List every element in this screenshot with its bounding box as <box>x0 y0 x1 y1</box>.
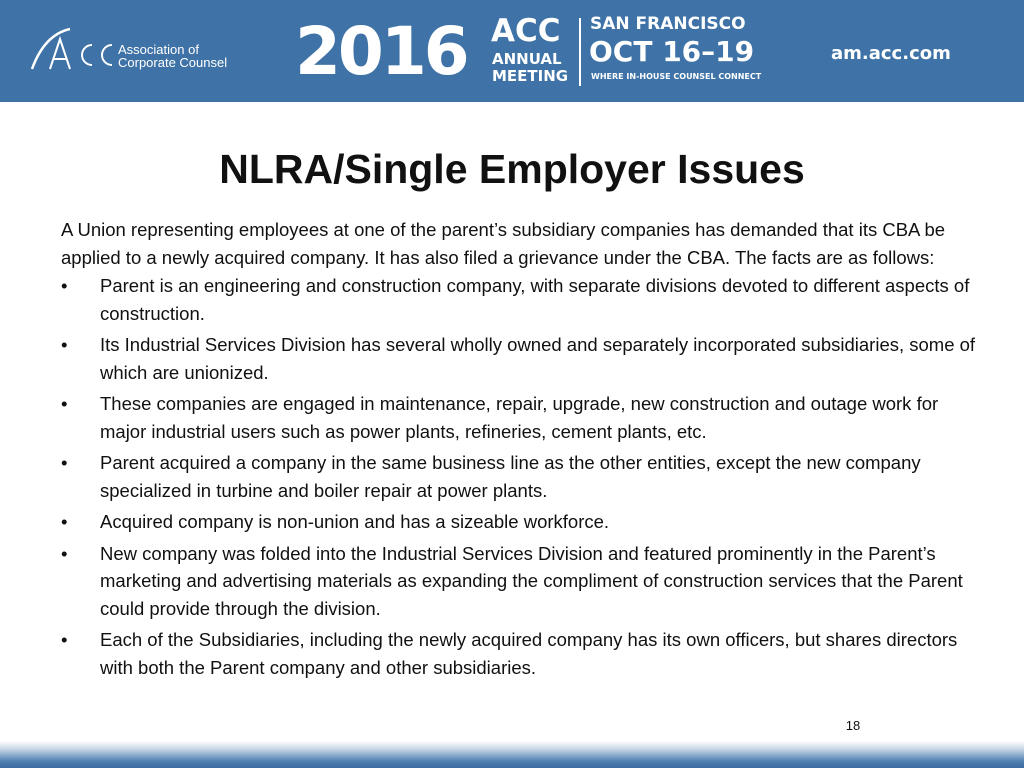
org-name <box>118 43 227 69</box>
event-acc: ACC <box>491 13 561 49</box>
event-meeting: MEETING <box>492 67 569 85</box>
bullet-icon: • <box>61 334 68 355</box>
bullet-icon: • <box>61 511 68 532</box>
event-tagline: WHERE IN-HOUSE COUNSEL CONNECT <box>591 72 762 81</box>
list-item <box>61 626 981 681</box>
list-item-text: Its Industrial Services Division has several wholly owned and separately incorporated subsidiaries, some of which are unionized. <box>100 334 976 383</box>
bullet-icon: • <box>61 629 68 650</box>
list-item-text: Parent acquired a company in the same business line as the other entities, except the new company specialized in turbine and boiler repair at power plants. <box>100 452 921 501</box>
intro-paragraph: A Union representing employees at one of the parent’s subsidiary companies has demanded that its CBA be applied to a newly acquired company. It has also filed a grievance under the CBA. The facts are as follows: <box>61 219 946 268</box>
org-name-line1: Association of <box>118 42 199 57</box>
acc-logo-mark-icon <box>30 27 118 75</box>
list-item <box>61 272 981 327</box>
event-annual: ANNUAL <box>492 50 562 68</box>
event-city: SAN FRANCISCO <box>590 14 746 34</box>
list-item-text: Each of the Subsidiaries, including the newly acquired company has its own officers, but shares directors with both the Parent company and other subsidiaries. <box>100 629 958 678</box>
list-item <box>61 449 981 504</box>
event-dates: OCT 16–19 <box>589 35 755 68</box>
header-banner <box>0 0 1024 102</box>
bullet-icon: • <box>61 275 68 296</box>
list-item <box>61 508 981 536</box>
list-item-text: These companies are engaged in maintenance, repair, upgrade, new construction and outage work for major industrial users such as power plants, refineries, cement plants, etc. <box>100 393 939 442</box>
footer-bar <box>0 741 1024 768</box>
list-item-text: Acquired company is non-union and has a sizeable workforce. <box>100 511 610 532</box>
list-item <box>61 540 981 623</box>
bullet-icon: • <box>61 393 68 414</box>
list-item <box>61 390 981 445</box>
slide-title: NLRA/Single Employer Issues <box>219 146 805 192</box>
slide-body <box>61 216 981 685</box>
org-name-line2: Corporate Counsel <box>118 55 228 70</box>
bullet-icon: • <box>61 542 68 564</box>
event-divider <box>579 18 581 86</box>
website-link[interactable]: am.acc.com <box>831 43 951 64</box>
event-year: 2016 <box>295 13 467 90</box>
bullet-icon: • <box>61 452 68 473</box>
page-number: 18 <box>845 718 861 733</box>
list-item-text: New company was folded into the Industrial Services Division and featured prominently in the Parent’s marketing and advertising materials as expanding the compliment of construction services that the Parent could provide through the division. <box>100 542 963 619</box>
fact-list <box>61 272 981 681</box>
acc-logo <box>30 27 230 75</box>
list-item <box>61 331 981 386</box>
list-item-text: Parent is an engineering and construction company, with separate divisions devoted to different aspects of construction. <box>100 275 970 324</box>
